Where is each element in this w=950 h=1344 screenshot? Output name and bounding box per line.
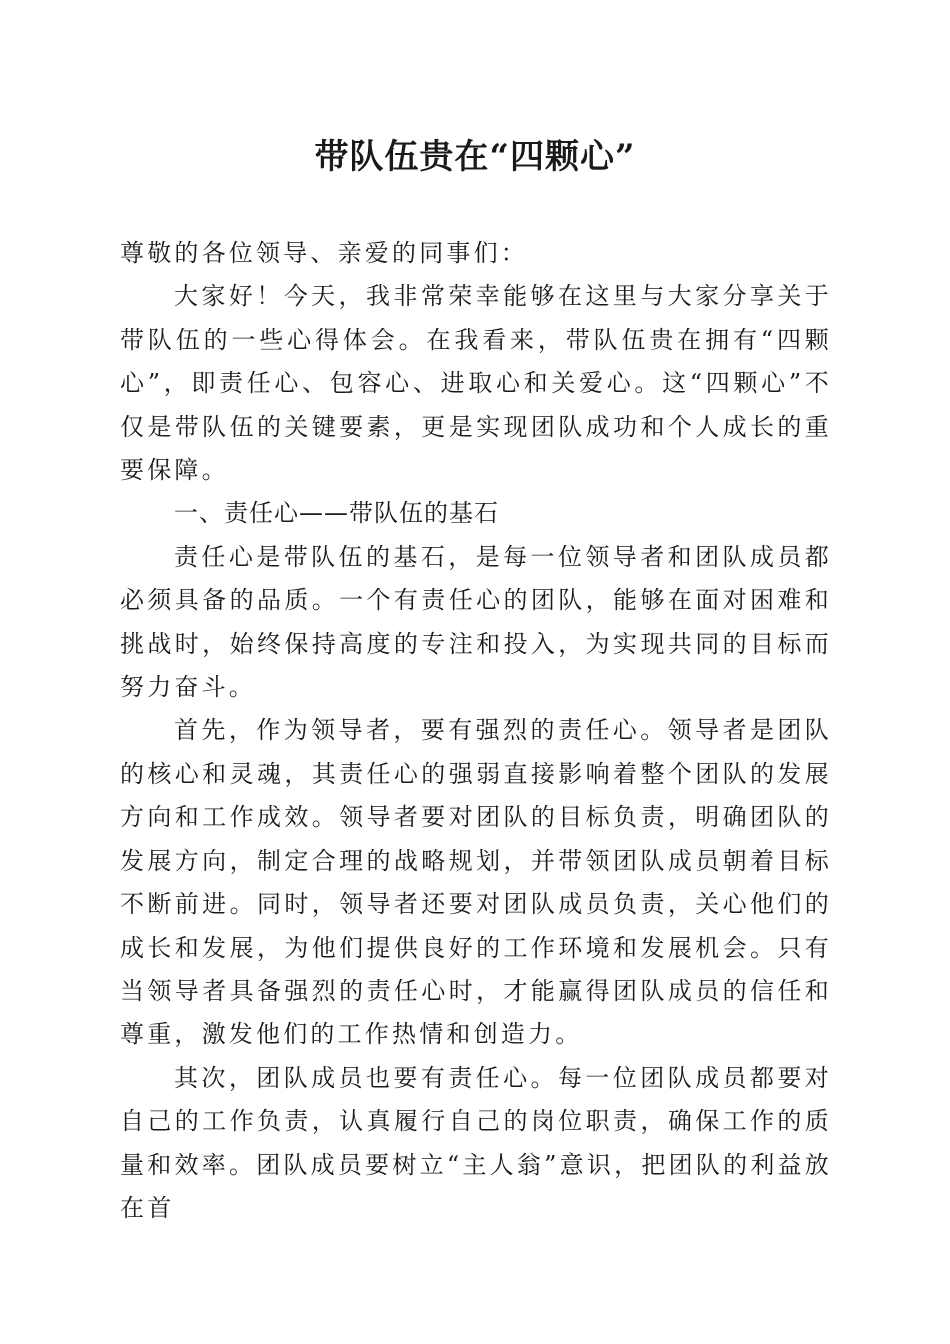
document-title: 带队伍贵在“四颗心” — [314, 137, 636, 177]
section-heading-responsibility: 一、责任心——带队伍的基石 — [174, 499, 499, 528]
paragraph-member-responsibility: 其次，团队成员也要有责任心。每一位团队成员都要对自己的工作负责，认真履行自己的岗位职责，确保工作的质量和效率。团队成员要树立“主人翁”意识，把团队的利益放在首 — [120, 1063, 832, 1222]
paragraph-leader-responsibility: 首先，作为领导者，要有强烈的责任心。领导者是团队的核心和灵魂，其责任心的强弱直接影响着整个团队的发展方向和工作成效。领导者要对团队的目标负责，明确团队的发展方向，制定合理的战略规划，并带领团队成员朝着目标不断前进。同时，领导者还要对团队成员负责，关心他们的成长和发展，为他们提供良好的工作环境和发展机会。只有当领导者具备强烈的责任心时，才能赢得团队成员的信任和尊重，激发他们的工作热情和创造力。 — [120, 716, 832, 1049]
paragraph-responsibility-definition: 责任心是带队伍的基石，是每一位领导者和团队成员都必须具备的品质。一个有责任心的团队，能够在面对困难和挑战时，始终保持高度的专注和投入，为实现共同的目标而努力奋斗。 — [120, 542, 832, 702]
salutation: 尊敬的各位领导、亲爱的同事们： — [120, 239, 528, 267]
document-body — [120, 232, 832, 1230]
paragraph-intro: 大家好！今天，我非常荣幸能够在这里与大家分享关于带队伍的一些心得体会。在我看来，带队伍贵在拥有“四颗心”，即责任心、包容心、进取心和关爱心。这“四颗心”不仅是带队伍的关键要素，更是实现团队成功和个人成长的重要保障。 — [120, 282, 832, 485]
